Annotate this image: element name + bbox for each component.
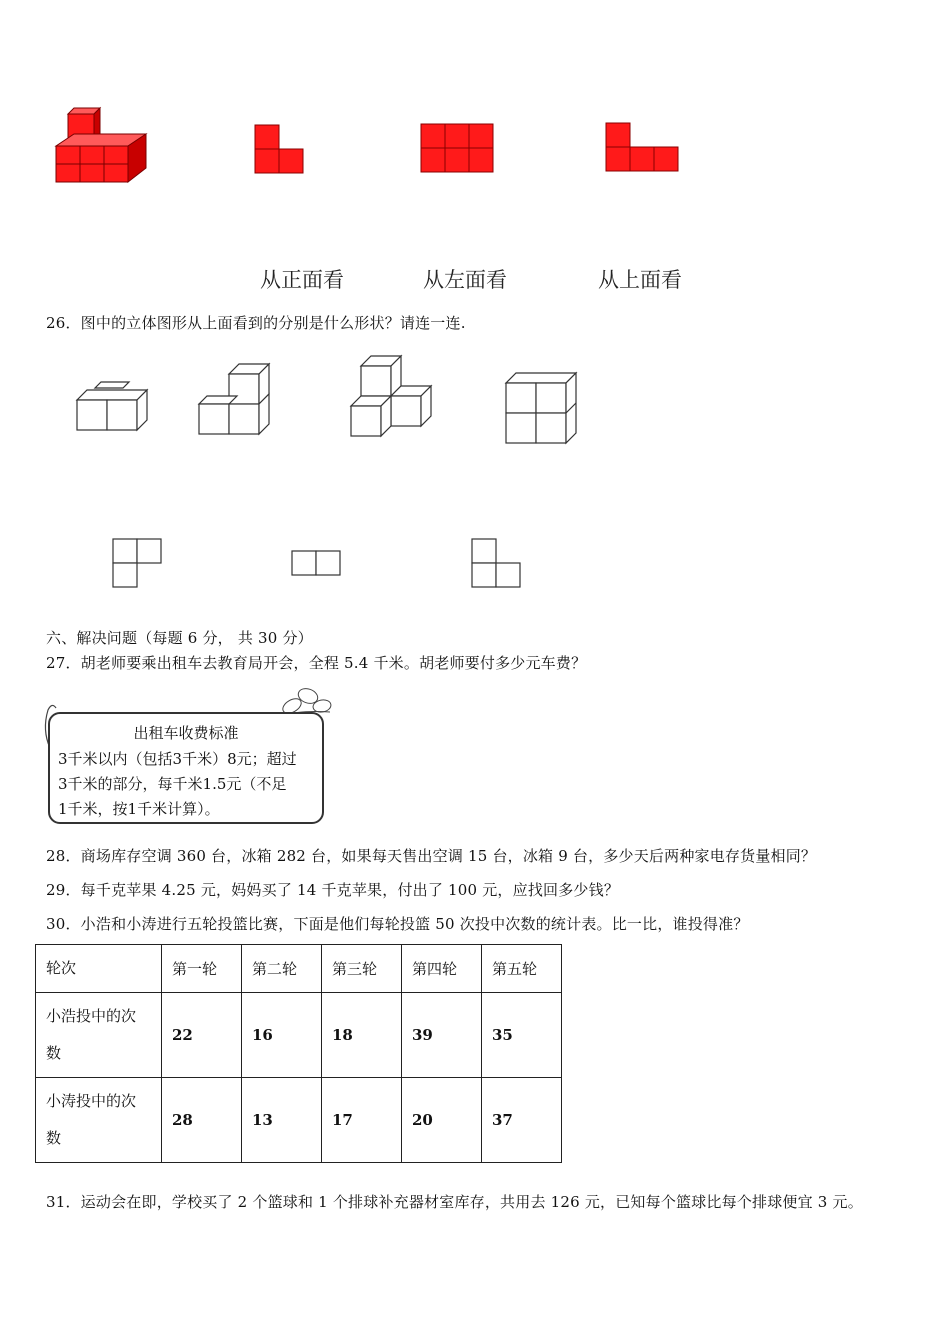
section-6-heading: 六、解决问题（每题 6 分， 共 30 分） [46,629,313,647]
table-header-cell: 第二轮 [242,945,322,993]
top-shape-b [291,550,343,578]
row-label-line: 数 [46,1044,62,1062]
table-cell: 37 [482,1078,562,1163]
table-header-cell: 第四轮 [402,945,482,993]
taxi-fare-sign [48,712,324,824]
label-front-view: 从正面看 [260,268,344,292]
table-cell: 22 [162,993,242,1078]
question-30: 30．小浩和小涛进行五轮投篮比赛，下面是他们每轮投篮 50 次投中次数的统计表。比一比，谁投得准？ [46,915,749,933]
table-cell: 16 [242,993,322,1078]
table-cell: 13 [242,1078,322,1163]
table-cell: 39 [402,993,482,1078]
table-header-cell: 第五轮 [482,945,562,993]
question-31: 31．运动会在即，学校买了 2 个篮球和 1 个排球补充器材室库存，共用去 126 元，已知每个篮球比每个排球便宜 3 元。 [46,1193,863,1211]
solid-figure-2 [197,362,277,438]
table-header-cell: 第三轮 [322,945,402,993]
table-row [36,1078,562,1163]
table-cell: 35 [482,993,562,1078]
taxi-sign-line-2: 3千米的部分，每千米1.5元（不足 [58,775,287,793]
red-cube-solid [52,108,152,188]
label-left-view: 从左面看 [423,268,507,292]
red-left-view [421,124,495,174]
red-front-view [255,125,305,175]
table-cell: 17 [322,1078,402,1163]
row-label-xiaotao [36,1078,162,1163]
table-cell: 28 [162,1078,242,1163]
row-label-line: 小涛投中的次 [46,1092,137,1110]
row-label-line: 数 [46,1129,62,1147]
row-label-xiaohao [36,993,162,1078]
solid-figure-1 [75,378,155,434]
question-29: 29．每千克苹果 4.25 元，妈妈买了 14 千克苹果，付出了 100 元，应找回多少钱？ [46,881,620,899]
table-header-cell: 第一轮 [162,945,242,993]
top-shape-a [112,538,164,590]
taxi-sign-line-3: 1千米，按1千米计算）。 [58,800,220,818]
red-top-view [606,123,680,173]
solid-figure-3 [349,356,439,440]
question-26: 26．图中的立体图形从上面看到的分别是什么形状？请连一连. [46,314,466,332]
basketball-stats-table [35,944,562,1163]
table-header-cell: 轮次 [36,945,162,993]
table-cell: 18 [322,993,402,1078]
table-row [36,993,562,1078]
label-top-view: 从上面看 [598,268,682,292]
taxi-sign-title: 出租车收费标准 [133,724,239,742]
taxi-sign-line-1: 3千米以内（包括3千米）8元；超过 [58,750,297,768]
table-cell: 20 [402,1078,482,1163]
solid-figure-4 [504,371,584,447]
top-shape-c [471,538,523,590]
question-27: 27．胡老师要乘出租车去教育局开会，全程 5.4 千米。胡老师要付多少元车费？ [46,654,587,672]
row-label-line: 小浩投中的次 [46,1007,137,1025]
table-header-row [36,945,562,993]
question-28: 28．商场库存空调 360 台，冰箱 282 台，如果每天售出空调 15 台，冰箱 9 台，多少天后两种家电存货量相同？ [46,847,817,865]
